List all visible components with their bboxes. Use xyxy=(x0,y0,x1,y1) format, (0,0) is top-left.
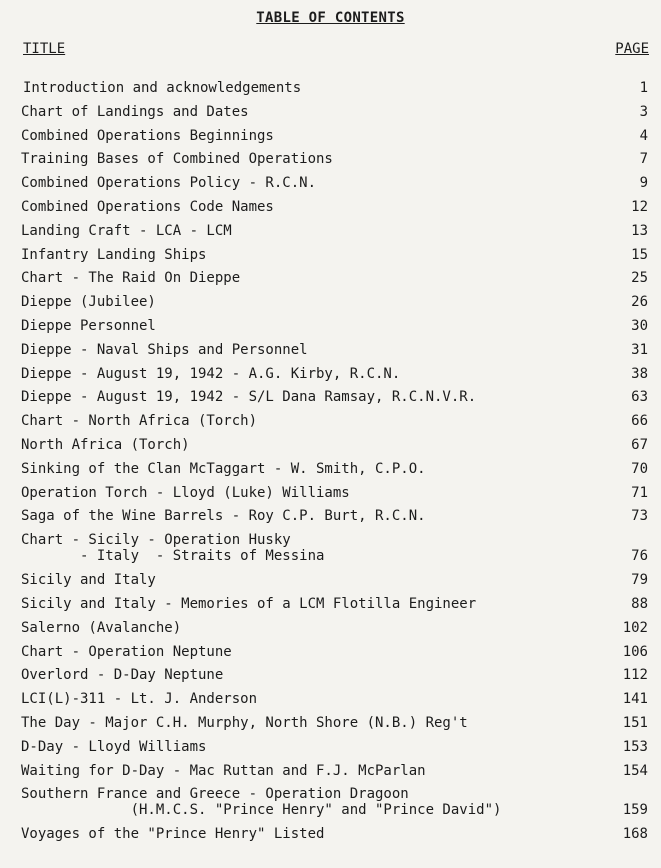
entry-title: Voyages of the "Prince Henry" Listed xyxy=(21,826,325,843)
contents-entry xyxy=(0,691,661,715)
contents-entry xyxy=(0,151,661,175)
entry-page-number: 151 xyxy=(622,714,648,731)
entry-page-number: 38 xyxy=(631,365,648,382)
contents-entry xyxy=(0,532,661,572)
contents-entry xyxy=(0,175,661,199)
contents-entry xyxy=(0,508,661,532)
contents-entry xyxy=(0,786,661,826)
entry-title: Sicily and Italy - Memories of a LCM Flotilla Engineer xyxy=(21,595,477,612)
entry-page-number: 102 xyxy=(622,619,648,636)
entry-title: Dieppe Personnel xyxy=(21,317,156,334)
contents-entry xyxy=(0,485,661,509)
contents-entry xyxy=(0,620,661,644)
entry-title: LCI(L)-311 - Lt. J. Anderson xyxy=(21,691,258,708)
entry-title: Combined Operations Code Names xyxy=(21,198,274,215)
entry-page-number: 79 xyxy=(631,572,648,589)
contents-entry xyxy=(0,413,661,437)
entry-title: Chart - North Africa (Torch) xyxy=(21,413,258,430)
entry-page-number: 13 xyxy=(631,222,648,239)
entry-page-number: 7 xyxy=(639,151,648,168)
contents-entry xyxy=(0,667,661,691)
entry-title: Dieppe - Naval Ships and Personnel xyxy=(21,341,308,358)
contents-entry xyxy=(0,247,661,271)
entry-title: Landing Craft - LCA - LCM xyxy=(21,222,232,239)
entry-page-number: 159 xyxy=(622,802,648,819)
entry-title: Salerno (Avalanche) xyxy=(21,619,182,636)
contents-entry xyxy=(0,389,661,413)
contents-entry xyxy=(0,739,661,763)
entry-page-number: 63 xyxy=(631,389,648,406)
entry-page-number: 141 xyxy=(622,691,648,708)
entry-title: Saga of the Wine Barrels - Roy C.P. Burt, R.C.N. xyxy=(21,508,426,525)
entry-page-number: 67 xyxy=(631,436,648,453)
entry-title: Dieppe (Jubilee) xyxy=(21,294,156,311)
entry-page-number: 88 xyxy=(631,595,648,612)
contents-entry xyxy=(0,104,661,128)
entry-page-number: 12 xyxy=(631,198,648,215)
entry-title: Training Bases of Combined Operations xyxy=(21,151,333,168)
entry-page-number: 4 xyxy=(639,127,648,144)
entry-page-number: 168 xyxy=(622,826,648,843)
contents-list xyxy=(0,80,661,850)
entry-title: Chart - Sicily - Operation Husky - Italy - Straits of Messina xyxy=(21,532,325,565)
entry-title: Waiting for D-Day - Mac Ruttan and F.J. McParlan xyxy=(21,762,426,779)
contents-entry xyxy=(0,461,661,485)
contents-entry xyxy=(0,437,661,461)
contents-entry xyxy=(0,270,661,294)
page-column-header: PAGE xyxy=(615,41,649,57)
contents-entry xyxy=(0,318,661,342)
entry-title: Infantry Landing Ships xyxy=(21,246,207,263)
contents-entry xyxy=(0,342,661,366)
contents-entry xyxy=(0,715,661,739)
entry-title: Dieppe - August 19, 1942 - A.G. Kirby, R.C.N. xyxy=(21,365,401,382)
entry-title: North Africa (Torch) xyxy=(21,436,190,453)
entry-title: Overlord - D-Day Neptune xyxy=(21,667,224,684)
entry-title: Combined Operations Policy - R.C.N. xyxy=(21,175,317,192)
entry-page-number: 25 xyxy=(631,270,648,287)
contents-entry xyxy=(0,80,661,104)
contents-entry xyxy=(0,826,661,850)
contents-entry xyxy=(0,128,661,152)
entry-title: Sicily and Italy xyxy=(21,572,156,589)
contents-entry xyxy=(0,199,661,223)
entry-page-number: 15 xyxy=(631,246,648,263)
entry-page-number: 112 xyxy=(622,667,648,684)
entry-title: Combined Operations Beginnings xyxy=(21,127,274,144)
entry-title: Introduction and acknowledgements xyxy=(23,80,302,96)
entry-title: Dieppe - August 19, 1942 - S/L Dana Ramsay, R.C.N.V.R. xyxy=(21,389,477,406)
entry-title: Chart of Landings and Dates xyxy=(21,103,249,120)
entry-title: Sinking of the Clan McTaggart - W. Smith, C.P.O. xyxy=(21,460,426,477)
entry-title: Operation Torch - Lloyd (Luke) Williams xyxy=(21,484,350,501)
entry-page-number: 71 xyxy=(631,484,648,501)
entry-page-number: 9 xyxy=(639,175,648,192)
contents-entry xyxy=(0,294,661,318)
contents-entry xyxy=(0,366,661,390)
entry-page-number: 30 xyxy=(631,317,648,334)
page-title: TABLE OF CONTENTS xyxy=(256,10,405,26)
contents-entry xyxy=(0,572,661,596)
entry-page-number: 73 xyxy=(631,508,648,525)
entry-page-number: 106 xyxy=(622,643,648,660)
entry-page-number: 3 xyxy=(639,103,648,120)
entry-page-number: 154 xyxy=(622,762,648,779)
contents-entry xyxy=(0,596,661,620)
entry-title: The Day - Major C.H. Murphy, North Shore (N.B.) Reg't xyxy=(21,714,468,731)
entry-page-number: 153 xyxy=(622,738,648,755)
entry-page-number: 31 xyxy=(631,341,648,358)
entry-page-number: 66 xyxy=(631,413,648,430)
contents-entry xyxy=(0,763,661,787)
entry-title: D-Day - Lloyd Williams xyxy=(21,738,207,755)
contents-entry xyxy=(0,644,661,668)
entry-title: Chart - The Raid On Dieppe xyxy=(21,270,241,287)
entry-title: Southern France and Greece - Operation Dragoon (H.M.C.S. "Prince Henry" and "Prince David") xyxy=(21,786,502,819)
title-column-header: TITLE xyxy=(23,41,66,57)
entry-page-number: 76 xyxy=(631,548,648,565)
entry-page-number: 70 xyxy=(631,460,648,477)
entry-page-number: 1 xyxy=(639,80,648,96)
entry-page-number: 26 xyxy=(631,294,648,311)
entry-title: Chart - Operation Neptune xyxy=(21,643,232,660)
contents-entry xyxy=(0,223,661,247)
